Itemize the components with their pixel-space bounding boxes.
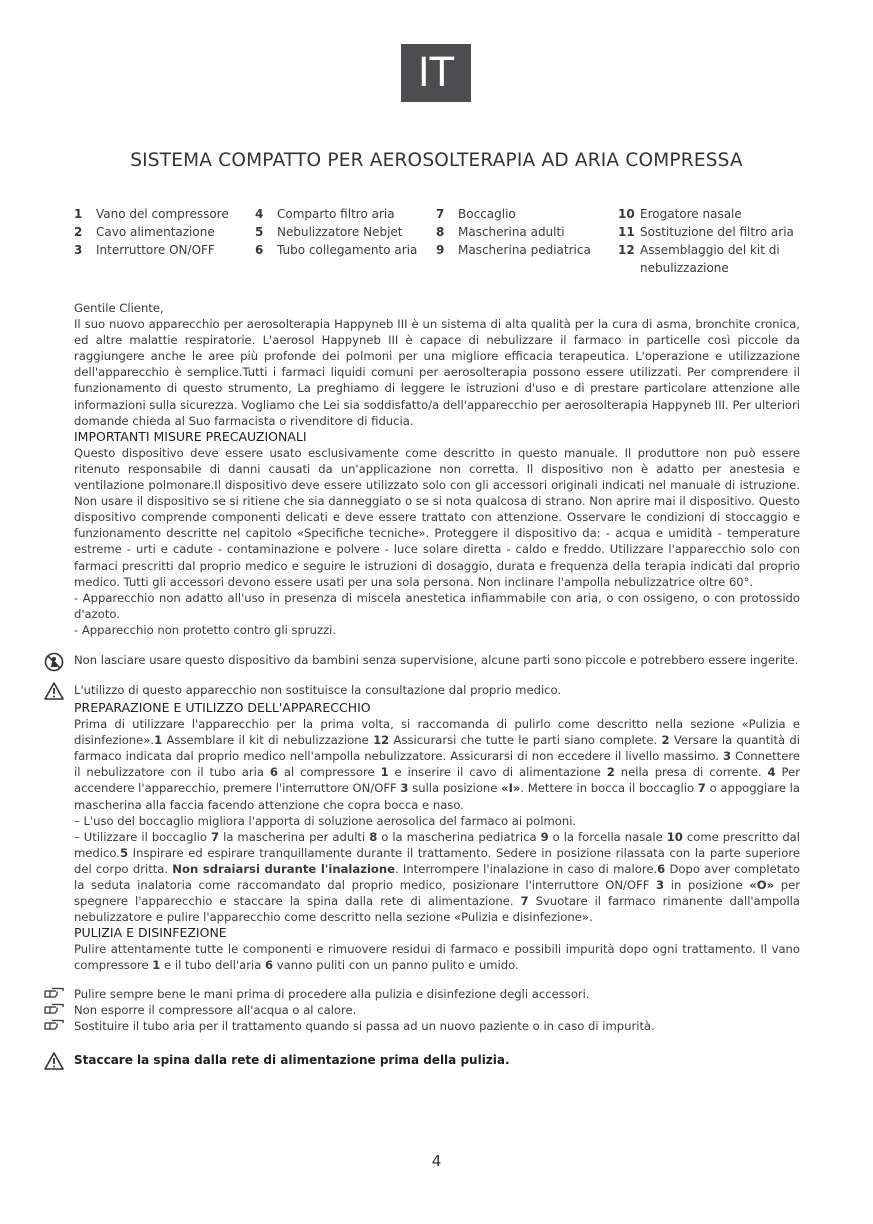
cleaning-tip: Pulire sempre bene le mani prima di procedere alla pulizia e disinfezione degli accessori. <box>74 986 800 1002</box>
children-notice <box>74 652 800 670</box>
parts-column <box>74 205 229 259</box>
part-item: 4 Comparto filtro aria <box>255 207 395 221</box>
preparation-paragraph: Prima di utilizzare l'apparecchio per la prima volta, si raccomanda di pulirlo come descritto nella sezione «Pulizia e disinfezione».1 Assemblare il kit di nebulizzazione 12 Assicurarsi che tutte le parti siano complete. 2 Versare la quantità di farmaco indicata dal proprio medico nell'ampolla nebulizzatore. Assicurarsi di non eccedere il livello massimo. 3 Connettere il nebulizzatore con il tubo aria 6 al compressore 1 e inserire il cavo di alimentazione 2 nella presa di corrente. 4 Per accendere l'apparecchio, premere l'interruttore ON/OFF 3 sulla posizione «I». Mettere in bocca il boccaglio 7 o appoggiare la mascherina alla faccia facendo attenzione che copra bocca e naso. <box>74 717 801 812</box>
cleaning-tip: Sostituire il tubo aria per il trattamento quando si passa ad un nuovo paziente o in caso di impurità. <box>74 1018 800 1034</box>
language-badge: IT <box>401 44 471 102</box>
precautions-paragraph: Questo dispositivo deve essere usato esclusivamente come descritto in questo manuale. Il produttore non può essere ritenuto responsabile di danni causati da un'applicazione non corretta. Il dispositivo non è adatto per anestesia e ventilazione polmonare.Il dispositivo deve essere utilizzato solo con gli accessori originali indicati nel manuale di istruzione. Non usare il dispositivo se si ritiene che sia danneggiato o se si nota qualcosa di strano. Non aprire mai il dispositivo. Questo dispositivo comprende componenti delicati e deve essere trattato con attenzione. Osservare le condizioni di stoccaggio e funzionamento descritte nel capitolo «Specifiche tecniche». Proteggere il dispositivo da: - acqua e umidità - temperature estreme - urti e cadute - contaminazione e polvere - luce solare diretta - caldo e freddo. Utilizzare l'apparecchio solo con farmaci prescritti dal proprio medico e seguire le istruzioni di dosaggio, durata e frequenza della terapia indicati dal proprio medico. Tutti gli accessori devono essere usati per una sola persona. Non inclinare l'ampolla nebulizzatrice oltre 60°. <box>74 445 800 589</box>
pointing-hand-icon <box>44 1018 66 1032</box>
warning-triangle-icon <box>44 682 66 700</box>
part-item: 12 Assemblaggio del kit di <box>618 243 780 257</box>
preparation-dash: – L'uso del boccaglio migliora l'apporta di soluzione aerosolica del farmaco ai polmoni. <box>74 813 577 828</box>
medical-notice-text: L'utilizzo di questo apparecchio non sostituisce la consultazione dal proprio medico. <box>74 682 562 697</box>
part-item: 3 Interruttore ON/OFF <box>74 243 215 257</box>
pointing-hand-icon <box>44 1002 66 1016</box>
part-item: 6 Tubo collegamento aria <box>255 243 418 257</box>
cleaning-tips <box>74 986 800 1034</box>
intro-paragraph: Il suo nuovo apparecchio per aerosolterapia Happyneb III è un sistema di alta qualità per la cura di asma, bronchite cronica, ed altre malattie respiratorie. L'aerosol Happyneb III è capace di nebulizzare il farmaco in particelle così piccole da raggiungere anche le aree più profonde dei polmoni per una migliore efficacia terapeutica. L'operazione e utilizzazione dell'apparecchio è semplice.Tutti i farmaci liquidi comuni per aerosolterapia possono essere utilizzati. Per comprendere il funzionamento di questo strumento, La preghiamo di leggere le istruzioni d'uso e di prestare particolare attenzione alle informazioni sulla sicurezza. Vogliamo che Lei sia soddisfatto/a dell'apparecchio per aerosolterapia Happyneb III. Per ulteriori domande chieda al Suo farmacista o rivenditore di fiducia. <box>74 317 800 428</box>
part-item: 5 Nebulizzatore Nebjet <box>255 225 403 239</box>
parts-column <box>618 205 794 277</box>
page-number: 4 <box>431 1152 442 1170</box>
pointing-hand-icon <box>44 986 66 1000</box>
cleaning-paragraph: Pulire attentamente tutte le componenti e rimuovere residui di farmaco e possibili impurità dopo ogni trattamento. Il vano compressore 1 e il tubo dell'aria 6 vanno puliti con un panno pulito e umido. <box>74 942 800 973</box>
part-item: 8 Mascherina adulti <box>436 225 565 239</box>
medical-notice <box>74 682 800 700</box>
no-children-icon <box>44 652 66 670</box>
preparation-dash: – Utilizzare il boccaglio 7 la mascherina per adulti 8 o la mascherina pediatrica 9 o la forcella nasale 10 come prescritto dal medico.5 Inspirare ed espirare tranquillamente durante il trattamento. Sedere in posizione rilassata con la parte superiore del corpo dritta. Non sdraiarsi durante l'inalazione. Interrompere l'inalazione in caso di malore.6 Dopo aver completato la seduta inalatoria come raccomandato dal proprio medico, posizionare l'interruttore ON/OFF 3 in posizione «O» per spegnere l'apparecchio e staccare la spina dalla rete di alimentazione. 7 Svuotare il farmaco rimanente dall'ampolla nebulizzatore e pulire l'apparecchio come descritto nella sezione «Pulizia e disinfezione». <box>74 829 801 925</box>
part-item: 9 Mascherina pediatrica <box>436 243 591 257</box>
part-item: 10 Erogatore nasale <box>618 207 742 221</box>
part-item: 7 Boccaglio <box>436 207 516 221</box>
part-item: 1 Vano del compressore <box>74 207 229 221</box>
precautions-bullet: - Apparecchio non adatto all'uso in presenza di miscela anestetica infiammabile con aria, o con ossigeno, o con protossido d'azoto. <box>74 590 800 621</box>
warning-triangle-icon <box>44 1052 66 1070</box>
part-item: 11 Sostituzione del filtro aria <box>618 225 794 239</box>
children-notice-text: Non lasciare usare questo dispositivo da bambini senza supervisione, alcune parti sono piccole e potrebbero essere ingerite. <box>74 652 799 667</box>
precautions-heading: IMPORTANTI MISURE PRECAUZIONALI <box>74 428 307 444</box>
cleaning-tip: Non esporre il compressore all'acqua o al calore. <box>74 1002 800 1018</box>
cleaning-heading: PULIZIA E DISINFEZIONE <box>74 925 227 941</box>
page-title: SISTEMA COMPATTO PER AEROSOLTERAPIA AD ARIA COMPRESSA <box>130 150 743 171</box>
part-item: 2 Cavo alimentazione <box>74 225 215 239</box>
main-content <box>74 300 800 1070</box>
final-warning <box>74 1052 800 1070</box>
parts-column <box>436 205 591 259</box>
precautions-bullet: - Apparecchio non protetto contro gli spruzzi. <box>74 622 337 637</box>
final-warning-text: Staccare la spina dalla rete di alimentazione prima della pulizia. <box>74 1052 510 1067</box>
parts-column <box>255 205 417 259</box>
greeting: Gentile Cliente, <box>74 301 164 315</box>
part-item: nebulizzazione <box>640 261 729 275</box>
preparation-heading: PREPARAZIONE E UTILIZZO DELL'APPARECCHIO <box>74 699 371 715</box>
